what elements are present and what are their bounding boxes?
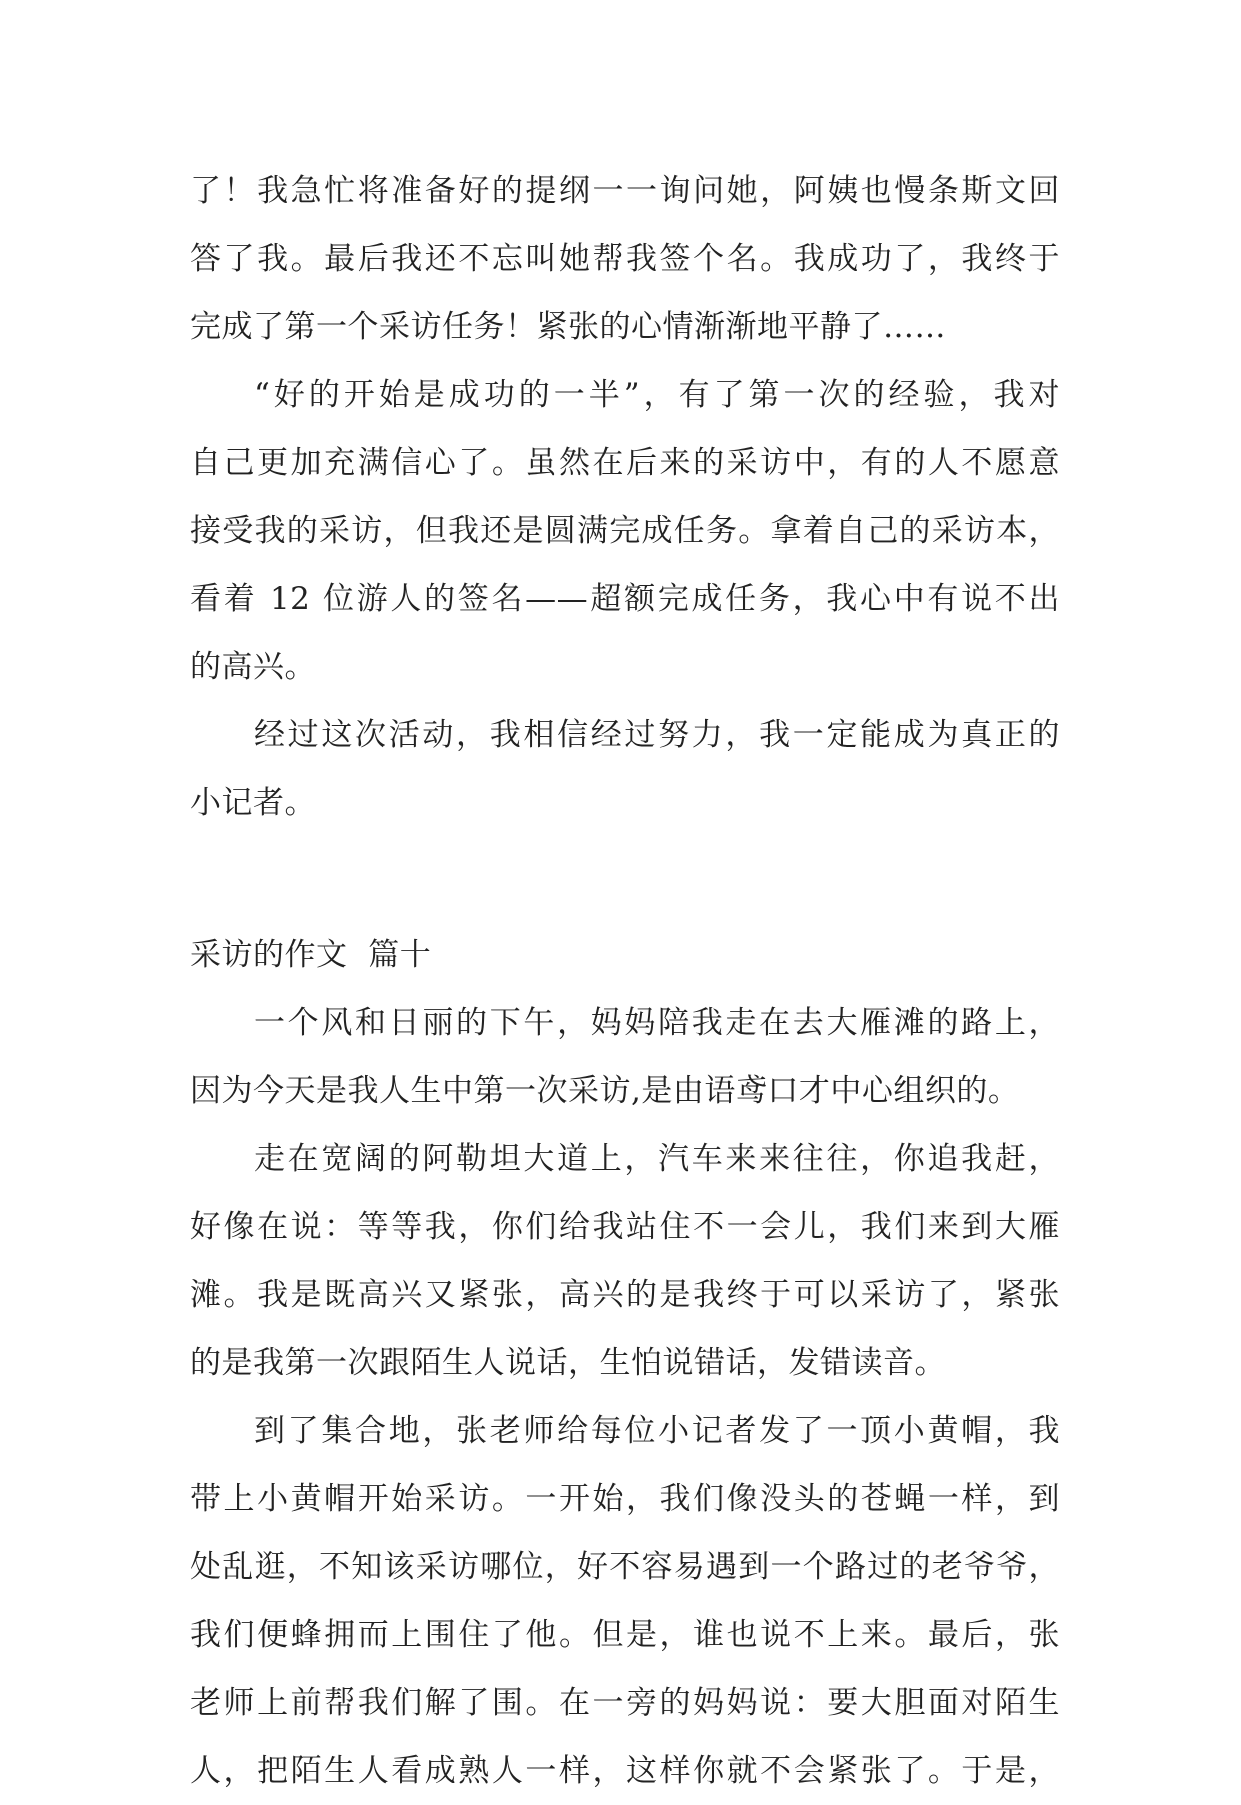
text-line: 人，把陌生人看成熟人一样，这样你就不会紧张了。于是， — [190, 1753, 1060, 1789]
text-line: 的高兴。 — [190, 649, 316, 685]
text-line: 经过这次活动，我相信经过努力，我一定能成为真正的 — [254, 717, 1060, 753]
paragraph — [190, 361, 1060, 701]
text-line: 走在宽阔的阿勒坦大道上，汽车来来往往，你追我赶， — [254, 1141, 1060, 1177]
text-line: 处乱逛，不知该采访哪位，好不容易遇到一个路过的老爷爷， — [190, 1549, 1060, 1585]
text-line: 看着 12 位游人的签名——超额完成任务，我心中有说不出 — [190, 581, 1060, 617]
text-line: 因为今天是我人生中第一次采访,是由语鸢口才中心组织的。 — [190, 1073, 1020, 1109]
text-line: 滩。我是既高兴又紧张，高兴的是我终于可以采访了，紧张 — [190, 1277, 1060, 1313]
paragraph — [190, 701, 1060, 837]
text-line: 一个风和日丽的下午，妈妈陪我走在去大雁滩的路上， — [254, 1005, 1060, 1041]
text-line: 老师上前帮我们解了围。在一旁的妈妈说：要大胆面对陌生 — [190, 1685, 1060, 1721]
text-line: 自己更加充满信心了。虽然在后来的采访中，有的人不愿意 — [190, 445, 1060, 481]
paragraph — [190, 157, 1060, 361]
paragraph-gap — [190, 837, 1060, 921]
section-heading: 采访的作文 篇十 — [190, 937, 432, 973]
paragraph — [190, 989, 1060, 1125]
text-line: 我们便蜂拥而上围住了他。但是，谁也说不上来。最后，张 — [190, 1617, 1060, 1653]
document-body — [190, 157, 1060, 1805]
text-line: 完成了第一个采访任务！紧张的心情渐渐地平静了…… — [190, 309, 946, 345]
text-line: 小记者。 — [190, 785, 316, 821]
text-line: 的是我第一次跟陌生人说话，生怕说错话，发错读音。 — [190, 1345, 946, 1381]
text-line: 到了集合地，张老师给每位小记者发了一顶小黄帽，我 — [254, 1413, 1060, 1449]
text-line: 好像在说：等等我，你们给我站住不一会儿，我们来到大雁 — [190, 1209, 1060, 1245]
text-line: 接受我的采访，但我还是圆满完成任务。拿着自己的采访本， — [190, 513, 1060, 549]
text-line: “好的开始是成功的一半”，有了第一次的经验，我对 — [254, 377, 1060, 413]
paragraph — [190, 1125, 1060, 1397]
text-line: 了！我急忙将准备好的提纲一一询问她，阿姨也慢条斯文回 — [190, 173, 1060, 209]
text-line: 答了我。最后我还不忘叫她帮我签个名。我成功了，我终于 — [190, 241, 1060, 277]
text-line: 带上小黄帽开始采访。一开始，我们像没头的苍蝇一样，到 — [190, 1481, 1060, 1517]
paragraph — [190, 1397, 1060, 1805]
